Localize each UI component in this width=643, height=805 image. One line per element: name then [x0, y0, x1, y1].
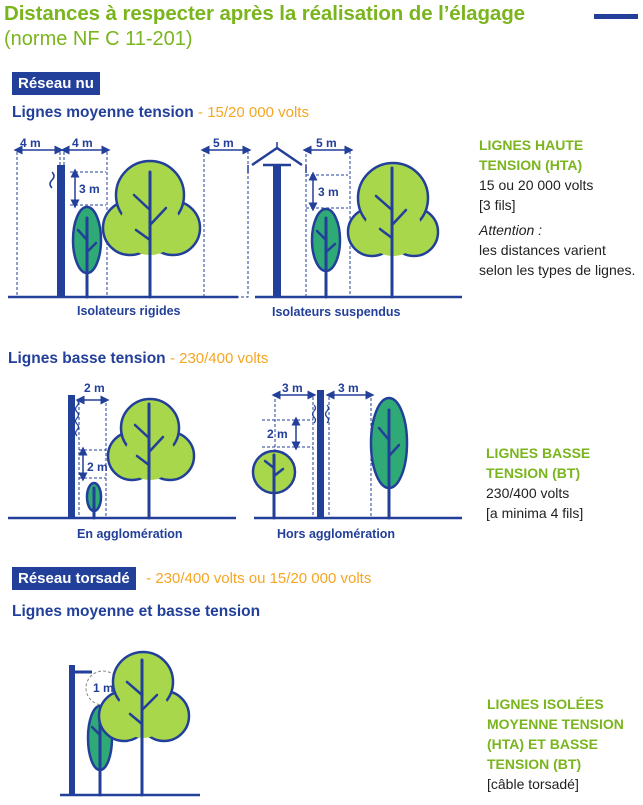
- torsade-diagram: [60, 652, 200, 795]
- caption-isolateurs-suspendus: Isolateurs suspendus: [272, 305, 401, 319]
- mt-voltage: - 15/20 000 volts: [198, 104, 309, 121]
- dist-5m-a: 5 m: [213, 136, 234, 150]
- mt-title: Lignes moyenne tension: [12, 104, 194, 121]
- dist-2m-a: 2 m: [84, 381, 105, 395]
- insulator-icon: [76, 400, 79, 436]
- info-torsade-heading-3: (HTA) ET BASSE: [487, 736, 598, 752]
- info-torsade-heading-4: TENSION (BT): [487, 756, 582, 772]
- tree-large-light: [108, 399, 194, 518]
- info-bt-heading-2: TENSION (BT): [486, 465, 581, 481]
- dist-4m-a: 4 m: [20, 136, 41, 150]
- dist-3m-a-bt: 3 m: [282, 381, 303, 395]
- info-hta-line1: 15 ou 20 000 volts: [479, 177, 594, 193]
- info-torsade-heading-1: LIGNES ISOLÉES: [487, 696, 604, 712]
- caption-en-agglomeration: En agglomération: [77, 527, 183, 541]
- pole-suspended: [273, 165, 281, 297]
- tree-small-dark: [312, 209, 340, 297]
- dist-3m-a: 3 m: [79, 182, 100, 196]
- info-torsade: [487, 694, 643, 794]
- reseau-nu-tag: Réseau nu: [12, 72, 100, 95]
- dist-4m-b: 4 m: [72, 136, 93, 150]
- info-bt: [486, 443, 636, 523]
- info-torsade-heading-2: MOYENNE TENSION: [487, 716, 624, 732]
- pole-rigid: [57, 165, 65, 297]
- bt-voltage: - 230/400 volts: [169, 350, 269, 367]
- dist-1m: 1 m: [93, 681, 114, 695]
- info-hta-line2: [3 fils]: [479, 197, 516, 213]
- tree-large-light: [99, 652, 189, 795]
- info-hta-heading-2: TENSION (HTA): [479, 157, 583, 173]
- torsade-voltage: - 230/400 volts ou 15/20 000 volts: [146, 570, 372, 587]
- info-torsade-line1: [câble torsadé]: [487, 776, 579, 792]
- torsade-title: Lignes moyenne et basse tension: [12, 603, 261, 620]
- pole-bt-rural: [317, 390, 324, 518]
- info-bt-line2: [a minima 4 fils]: [486, 505, 584, 521]
- insulator-icon: [50, 172, 54, 188]
- tree-tiny-dark: [87, 483, 101, 518]
- caption-hors-agglomeration: Hors agglomération: [277, 527, 396, 541]
- bt-title: Lignes basse tension: [8, 350, 166, 367]
- tree-large-light: [348, 163, 438, 297]
- caption-isolateurs-rigides: Isolateurs rigides: [77, 304, 181, 318]
- info-bt-heading-1: LIGNES BASSE: [486, 445, 591, 461]
- bt-diagram-right: [253, 390, 462, 518]
- tree-large-light: [103, 161, 200, 297]
- pole-bt-urban: [68, 395, 75, 518]
- info-hta: [479, 135, 639, 280]
- page-subtitle: (norme NF C 11-201): [4, 28, 193, 50]
- pole-torsade: [69, 665, 75, 795]
- dist-5m-b: 5 m: [316, 136, 337, 150]
- tree-tall-dark: [371, 398, 407, 518]
- dist-2m-c: 2 m: [267, 427, 288, 441]
- info-hta-attention: Attention :: [479, 222, 543, 238]
- dist-3m-b: 3 m: [318, 185, 339, 199]
- reseau-torsade-tag: Réseau torsadé: [12, 567, 136, 590]
- dist-3m-b-bt: 3 m: [338, 381, 359, 395]
- mt-diagram-right: [204, 142, 462, 297]
- info-hta-heading-1: LIGNES HAUTE: [479, 137, 584, 153]
- dist-2m-b: 2 m: [87, 460, 108, 474]
- page-title: Distances à respecter après la réalisation de l’élagage: [4, 2, 525, 25]
- clearance-zone-left: [17, 150, 60, 297]
- info-bt-line1: 230/400 volts: [486, 485, 570, 501]
- info-hta-note: les distances varient selon les types de lignes.: [479, 242, 636, 278]
- tree-small-light: [253, 451, 295, 518]
- bt-diagram-left: [8, 395, 236, 518]
- clearance-zone-left: [204, 150, 248, 297]
- tree-small-dark: [73, 207, 101, 297]
